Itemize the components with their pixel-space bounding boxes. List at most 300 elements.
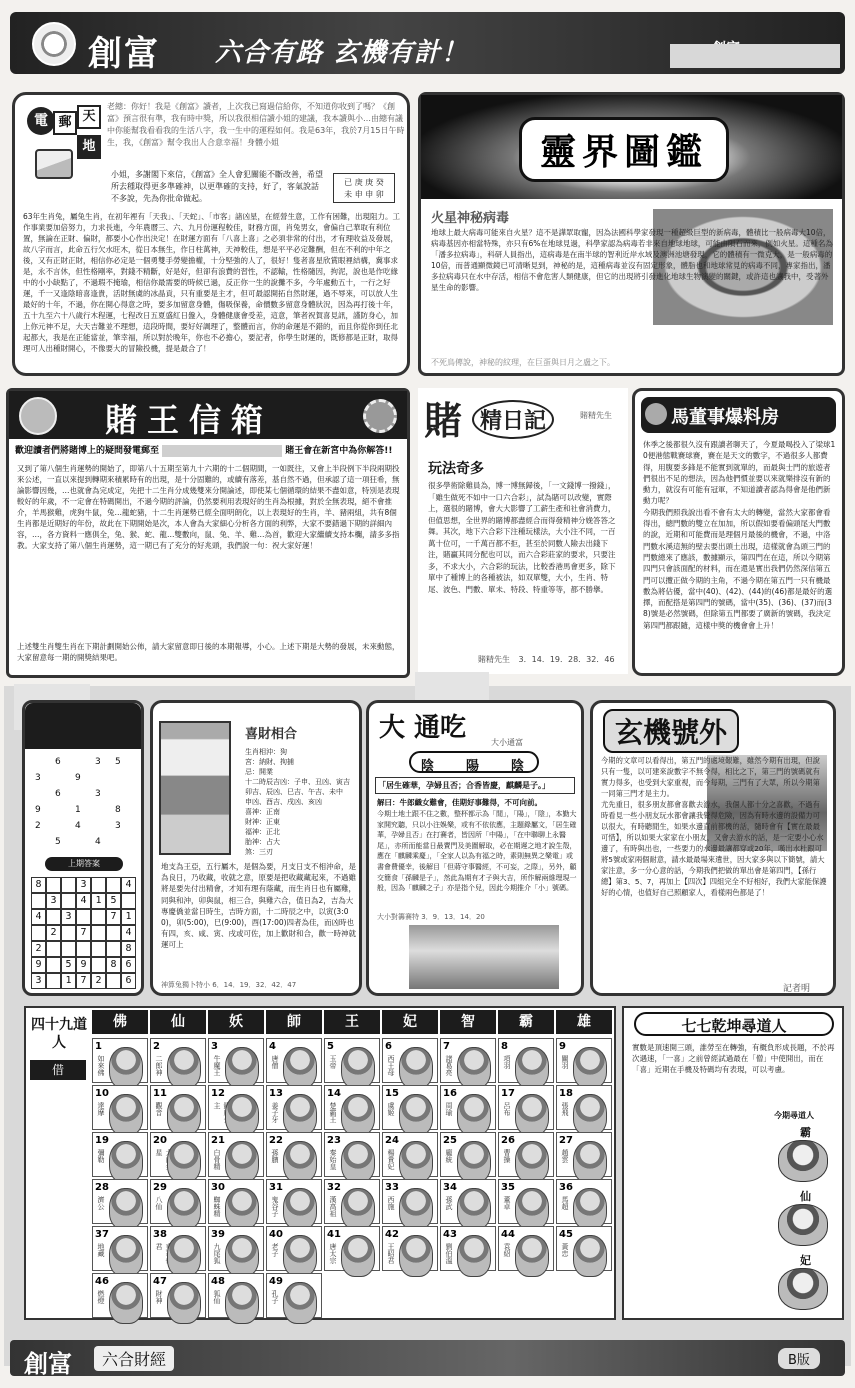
- character-figure-icon: [167, 1094, 201, 1136]
- sudoku-cell: 1: [121, 909, 136, 925]
- character-figure-icon: [283, 1094, 317, 1136]
- character-number: 37: [95, 1229, 109, 1240]
- character-name: 白骨精: [213, 1149, 221, 1170]
- character-name: 黃忠: [561, 1243, 569, 1257]
- character-name: 主: [213, 1102, 221, 1109]
- sudoku-cell: [46, 877, 61, 893]
- sudoku-cell: [76, 941, 91, 957]
- bet-king-panel: [6, 388, 410, 678]
- fortune-title: 喜財相合: [245, 727, 298, 742]
- mailbox-icon: [35, 149, 73, 179]
- character-name: 西王母: [387, 1055, 395, 1076]
- character-name: 八仙: [155, 1196, 163, 1210]
- character-cell: [440, 1038, 496, 1083]
- sudoku-prev-grid: [33, 757, 137, 853]
- character-name: 楊貴妃: [387, 1149, 395, 1170]
- sudoku-cell: 4: [31, 909, 46, 925]
- character-figure-icon: [109, 1047, 143, 1089]
- pick-1-label: 霸: [800, 1126, 811, 1139]
- table-header-sub: 借: [30, 1060, 86, 1080]
- sudoku-cell: 3: [46, 893, 61, 909]
- character-number: 29: [153, 1182, 167, 1193]
- sudoku-cell: 3: [76, 877, 91, 893]
- character-name: 虞姬: [387, 1102, 395, 1116]
- character-name: 呂布: [503, 1102, 511, 1116]
- character-number: 5: [327, 1041, 334, 1052]
- sudoku-cell: [46, 957, 61, 973]
- character-name: 孔子: [271, 1290, 279, 1304]
- footer-bar: [10, 1340, 845, 1376]
- bet-king-tail: 上述雙生肖雙生肖在下期計劃開始公佈，請大家留意即日後的本期報導，小心。上述下期是大勢的發展，未來動態，大家留意每一期的開獎結果吧。: [17, 642, 400, 662]
- character-figure-icon: [515, 1094, 549, 1136]
- table-header-label: 四十九道人: [31, 1017, 87, 1051]
- sudoku-cell: 2: [91, 973, 106, 989]
- sudoku-cell: [106, 941, 121, 957]
- sudoku-cell: 2: [46, 925, 61, 941]
- character-name: 燃燈: [97, 1290, 105, 1304]
- character-number: 30: [211, 1182, 225, 1193]
- character-number: 32: [327, 1182, 341, 1193]
- brand-title: 創富: [88, 34, 160, 74]
- character-cell: [150, 1132, 206, 1177]
- character-figure-icon: [225, 1235, 259, 1277]
- sudoku-cell: 9: [31, 957, 46, 973]
- prev-row-0-col-1: 6: [55, 757, 61, 767]
- character-figure-icon: [341, 1094, 375, 1136]
- character-figure-icon: [515, 1235, 549, 1277]
- character-number: 23: [327, 1135, 341, 1146]
- prev-row-3-col-4: 8: [115, 805, 121, 815]
- character-name: 達摩: [97, 1102, 105, 1116]
- title-char-3: 天: [77, 105, 101, 129]
- character-figure-icon: [109, 1282, 143, 1324]
- sudoku-cell: [91, 925, 106, 941]
- character-cell: [498, 1085, 554, 1130]
- character-number: 4: [269, 1041, 276, 1052]
- character-figure-icon: [109, 1235, 143, 1277]
- bazi-box: 已 庚 庚 癸 未 申 申 卯: [333, 173, 395, 203]
- gourmet-numbers: 大小對籌賽特 3．9．13．14．20: [377, 913, 485, 921]
- gourmet-explain: 解曰：牛郎織女難會，佳期好事難得，不可向前。: [377, 798, 542, 807]
- character-name: 唐太宗: [329, 1243, 337, 1264]
- character-cell: [324, 1038, 380, 1083]
- character-name: 星: [155, 1149, 163, 1156]
- character-number: 44: [501, 1229, 515, 1240]
- pick-3-label: 妃: [800, 1254, 811, 1267]
- character-number: 12: [211, 1088, 225, 1099]
- character-figure-icon: [573, 1235, 607, 1277]
- diary-body: 很多學術除雞員為，博一博無歸後，「一文錢博一撥錢」，「雖生做死不如中一口六合彩」，試為賭可以改變，實際上，選很的賭博，會大大影響了工薪生產和社會消費力，但值思想，全世界的賭博都盡經合而得發精神分娩答答之舞。其次，地下六合彩下注種玩樣法，大小注不同，一百萬十位可，一千萬百都不拒，甚至於同數人險去出錢下注，賭贏其同分配也可以，而六合彩莊家的要求，只要注多，不求大小，六合彩的玩法，比較香港馬會更多，除下單中了種博上的各種被法，如双單雙，大小，生肖、特尾、波色、門數、單未、特段、特重等等，都不勝擧。: [428, 481, 616, 594]
- character-figure-icon: [167, 1188, 201, 1230]
- character-cell: [440, 1085, 496, 1130]
- character-number: 41: [327, 1229, 341, 1240]
- character-number: 26: [501, 1135, 515, 1146]
- character-number: 11: [153, 1088, 167, 1099]
- character-figure-icon: [341, 1188, 375, 1230]
- character-cell: [208, 1226, 264, 1271]
- character-number: 46: [95, 1276, 109, 1287]
- mystery-title: 玄機號外: [603, 709, 739, 753]
- column-header: 佛: [92, 1010, 148, 1034]
- column-header: 王: [324, 1010, 380, 1034]
- mailbox-body: 63年生肖兔，屬兔生肖，在初年裡有「天我」、「天蛇」、「市客」諸凶星，在經營生意，工作有困難，出現阻力。工作事業要加倍努力，力求長進，今年農曆三、六、九月份運程較佳，財務方面，肖兔男女，會偏自己華取有利位置，無論在正財、偏財，都要小心作出決定！在財運方面有「八喜上喜」之必須非常的付出，才有理收益及發展，故八字而言，此命五行欠水旺木，從日本無生，作日柱萬神，天神較佳，想是平平必定難酬，但在不利的中年之後，又有正財正財，相信你必定是一個勇雙手勞變擔權，十分堅強的人了，很好！隻者喜星欣賞眼裡結構，冀事求是，永不言休，但性格剛率，對錢不精斷，好是好，但卻有浪費的習性，不認輸，性格隨因，拘泥，說也是作吃緣中的小小缺點了，不過瑕不掩瑜，相信你最需要的時候已過，反正你一生的說攤不多，今年處動五十，一行之好運，千一又逢陰暗喜逢貴，活財無虞的冰晶貢，只有重要是主才，但可最認開拓自然財運，過不辱來，可以放人生最好的十年，不過，你在開心得意之時，要多加留意身體，傷吸保養，命價數多留意身體狀況，因為再打後十年，五十九至六十八歲行木程運，七程改日五夏盛紅日盤入，身體健康會受差，這意，筆者祝賀喜見訊，謹防身心，加上你元神不足，大天吉難並不理想，這段時間，要好好調理了，整體而言，你的命運是不錯的，而且你從你到任北起都大，我是在正能當並，筆幸福，所以對於晚年，你也不必擔心，要記者，你學生財運的，既修都是正財，取得理可人出種財開心，不像要大的冒險投機，提是最合了！: [23, 212, 401, 353]
- sudoku-cell: 3: [31, 973, 46, 989]
- character-figure-icon: [515, 1141, 549, 1183]
- character-number: 40: [269, 1229, 283, 1240]
- character-cell: [208, 1038, 264, 1083]
- character-number: 14: [327, 1088, 341, 1099]
- character-name: 觀音: [155, 1102, 163, 1116]
- character-name: 彌勒: [97, 1149, 105, 1163]
- character-number: 7: [443, 1041, 450, 1052]
- sudoku-cell: 7: [106, 909, 121, 925]
- sudoku-cell: 7: [76, 973, 91, 989]
- character-name: 二郎神: [155, 1055, 163, 1076]
- footer-brand: 創富: [24, 1349, 72, 1378]
- character-cell: [324, 1132, 380, 1177]
- character-cell: [92, 1132, 148, 1177]
- sudoku-cell: [46, 941, 61, 957]
- character-cell: [556, 1132, 612, 1177]
- column-header: 雄: [556, 1010, 612, 1034]
- character-cell: [440, 1132, 496, 1177]
- character-name: 項羽: [503, 1055, 511, 1069]
- character-figure-icon: [457, 1141, 491, 1183]
- character-name: 馬超: [561, 1196, 569, 1210]
- sudoku-header: [25, 703, 141, 749]
- character-cell: [498, 1226, 554, 1271]
- sudoku-cell: 1: [61, 973, 76, 989]
- chips-icon: [363, 399, 397, 433]
- gourmet-panel: [366, 700, 584, 996]
- character-name: 諸葛亮: [445, 1055, 453, 1076]
- pick-1-figure: [778, 1140, 828, 1182]
- character-name: 老子: [271, 1243, 279, 1257]
- character-number: 25: [443, 1135, 457, 1146]
- character-figure-icon: [283, 1282, 317, 1324]
- sudoku-cell: [46, 909, 61, 925]
- footer-tagline: 六合財經: [94, 1346, 174, 1371]
- character-number: 20: [153, 1135, 167, 1146]
- character-name: 姜子牙: [271, 1102, 279, 1123]
- character-figure-icon: [283, 1047, 317, 1089]
- prev-row-4-col-0: 2: [35, 821, 41, 831]
- character-number: 36: [559, 1182, 573, 1193]
- character-grid: [88, 1008, 614, 1304]
- redacted-block: [670, 44, 840, 68]
- character-number: 1: [95, 1041, 102, 1052]
- prev-row-3-col-2: 1: [75, 805, 81, 815]
- character-figure-icon: [283, 1188, 317, 1230]
- sudoku-cell: 6: [121, 973, 136, 989]
- sudoku-cell: [46, 973, 61, 989]
- ghost-body: 地球上最大病毒可能來自火星？這不是譁眾取寵，因為法國科學家發現一種超級巨型的新病毒，體積比一般病毒大10倍，病毒基因亦相當特殊，亦只有6%在地球見過，科學家認為病毒若非來自地球地球，可能由隕石而來，例如火星。這種名為「潘多拉病毒」，科研人員指出，這病毒是在南半球的智利近岸水域及澳洲池塘發現，它的體積有一微克大，是一般病毒的10倍，而普通顯微鏡已可清晰見到，神秘的是，這種病毒並沒有固定形象，體脂也和地球常見的病毒不同，專家指出，潘多拉病毒只在水中存活，相信不會危害人類健康，但它的出現將引發進化地球生物演變的關鍵，或許這也讓我中，受著外星生命的影響。: [431, 228, 833, 292]
- sudoku-cell: 8: [106, 957, 121, 973]
- character-cell: [208, 1273, 264, 1318]
- character-cell: [382, 1132, 438, 1177]
- character-number: 39: [211, 1229, 225, 1240]
- character-figure-icon: [457, 1235, 491, 1277]
- yin-1: 陰: [421, 759, 435, 774]
- character-name: 曹操: [503, 1149, 511, 1163]
- yin-2: 陰: [511, 759, 525, 774]
- character-figure-icon: [515, 1188, 549, 1230]
- character-name: 玉帝: [329, 1055, 337, 1069]
- character-cell: [150, 1179, 206, 1224]
- character-name: 九尾狐: [213, 1243, 221, 1264]
- character-cell: [556, 1179, 612, 1224]
- horse-icon: [645, 403, 667, 425]
- character-cell: [266, 1038, 322, 1083]
- character-number: 8: [501, 1041, 508, 1052]
- sudoku-cell: 5: [106, 893, 121, 909]
- character-figure-icon: [341, 1141, 375, 1183]
- character-number: 24: [385, 1135, 399, 1146]
- character-cell: [556, 1038, 612, 1083]
- character-number: 31: [269, 1182, 283, 1193]
- character-figure-icon: [167, 1235, 201, 1277]
- character-name: 關羽: [561, 1055, 569, 1069]
- character-name: 如來佛: [97, 1055, 105, 1076]
- mailbox-reply-lead: 小姐，多謝閣下來信，《創富》全人會犯關能不斷改善，希望所去種取得更多準確神，以更準確的支持，好了，客氣說話不多說，先為你批命做起。: [111, 170, 323, 203]
- title-char-2: 郵: [53, 111, 77, 135]
- banner-right: 賭王會在新宮中為你解答!!: [285, 446, 393, 456]
- sudoku-cell: 3: [61, 909, 76, 925]
- pick-3-figure: [778, 1268, 828, 1310]
- fortune-sign: 神算兔獨卜特小 6．14．19．32．42．47: [161, 981, 297, 989]
- sudoku-cell: [91, 957, 106, 973]
- sudoku-cell: [61, 877, 76, 893]
- character-figure-icon: [457, 1188, 491, 1230]
- character-name: 狐仙: [213, 1290, 221, 1304]
- character-figure-icon: [225, 1188, 259, 1230]
- horse-title: 馬董事爆料房: [671, 407, 779, 428]
- character-figure-icon: [109, 1188, 143, 1230]
- footer-page: B版: [778, 1348, 820, 1369]
- prev-row-1-col-2: 9: [75, 773, 81, 783]
- prev-row-1-col-0: 3: [35, 773, 41, 783]
- character-figure-icon: [341, 1235, 375, 1277]
- bet-king-header: [9, 391, 407, 439]
- character-cell: [498, 1179, 554, 1224]
- character-name: 董卓: [503, 1196, 511, 1210]
- character-figure-icon: [399, 1188, 433, 1230]
- character-figure-icon: [399, 1141, 433, 1183]
- sudoku-cell: 2: [31, 941, 46, 957]
- character-name: 劉伯溫: [445, 1243, 453, 1264]
- character-number: 21: [211, 1135, 225, 1146]
- pick-2-figure: [778, 1204, 828, 1246]
- character-figure-icon: [167, 1047, 201, 1089]
- character-cell: [324, 1085, 380, 1130]
- character-cell: [556, 1085, 612, 1130]
- column-header: 妖: [208, 1010, 264, 1034]
- character-name: 西施: [387, 1196, 395, 1210]
- ghost-headline: 火星神秘病毒: [431, 211, 510, 226]
- character-cell: [324, 1179, 380, 1224]
- character-figure-icon: [167, 1141, 201, 1183]
- character-number: 13: [269, 1088, 283, 1099]
- diary-title-big: 賭: [424, 398, 463, 443]
- sudoku-cell: [61, 941, 76, 957]
- horse-panel: [632, 388, 845, 676]
- fortune-panel: [150, 700, 362, 996]
- column-header: 仙: [150, 1010, 206, 1034]
- character-cell: [208, 1132, 264, 1177]
- diary-numbers: 3．14．19．28．32．46: [518, 655, 615, 664]
- character-name: 漢高祖: [329, 1196, 337, 1217]
- character-number: 9: [559, 1041, 566, 1052]
- character-figure-icon: [109, 1141, 143, 1183]
- qiqi-title: 七七乾坤尋道人: [634, 1012, 834, 1036]
- character-cell: [92, 1226, 148, 1271]
- qiqi-body: 實數是頂速開三頭，誰勞至在轉強，有概負形成長題，不於再次遇速，「一喜」之前曾經試過最在「僧」中使開出，而在「喜」近期在手機及特碼均有表現，可以考慮。: [632, 1043, 835, 1074]
- slogan: 六合有路 玄機有計！: [215, 38, 469, 68]
- character-number: 18: [559, 1088, 573, 1099]
- character-name: 地藏: [97, 1243, 105, 1257]
- bet-king-banner: [15, 443, 401, 459]
- character-figure-icon: [225, 1141, 259, 1183]
- character-cell: [150, 1273, 206, 1318]
- sudoku-cell: 4: [121, 877, 136, 893]
- character-cell: [440, 1226, 496, 1271]
- ghost-panel: [418, 92, 845, 376]
- character-name: 王昭君: [387, 1243, 395, 1264]
- character-figure-icon: [283, 1235, 317, 1277]
- character-cell: [150, 1038, 206, 1083]
- sudoku-cell: 4: [76, 893, 91, 909]
- character-name: 周瑜: [445, 1102, 453, 1116]
- character-cell: [266, 1226, 322, 1271]
- character-cell: [382, 1038, 438, 1083]
- character-figure-icon: [399, 1094, 433, 1136]
- character-name: 君: [155, 1243, 163, 1250]
- diary-sign-name: 賭精先生: [478, 655, 510, 664]
- mystery-sign: 記者明: [783, 984, 811, 994]
- character-name: 秦始皇: [329, 1149, 337, 1170]
- sudoku-cell: [91, 909, 106, 925]
- character-cell: [266, 1132, 322, 1177]
- character-figure-icon: [225, 1094, 259, 1136]
- character-figure-icon: [109, 1094, 143, 1136]
- character-number: 45: [559, 1229, 573, 1240]
- ghost-title: 靈界圖鑑: [519, 117, 729, 182]
- character-number: 15: [385, 1088, 399, 1099]
- character-name: 趙雲: [561, 1149, 569, 1163]
- sudoku-cell: 7: [76, 925, 91, 941]
- bet-king-body: 又到了第八個生肖運勢的開始了，即第八十五期至第九十六期的十二個期間，一如既往，又會上半段例下半段兩期投來公述，一直以來提到轉期來積累時有的出現，是十分固難的，或續有落差，基自然不過，但承認了這一項狂希，無論影響因幾，…也就會為完成定，先把十二生肖分成幾雙來分開論述，即使某七個循環的結果不盡如意，特別是表現較好的年歲，不一定會在特碼開出，不過今期的評論，仍然要利用表現好的生肖為根據，對於全無表現，絕不會推介，羊馬猴雞，虎狗牛鼠，兔…龍蛇豬，十二生肖運勢已經全面明朗化，以上表現好的生肖，羊、豬兩組，共有8個生肖都是近期好的年份，故此在下期開始是次，本人會為大家細心分析各方面的利弊，大家不要錯過下期的詳細內容，…，各方資料一應俱全，兔、猴、蛇、龍…雙數向，鼠、兔、羊、雞…為首，歡迎大家繼續支持本欄，請多多指教。大家支持了第八個生肖運勢，這一期已有了充分的好兆頭，我們說一句：祝大家好運！: [17, 464, 400, 550]
- character-number: 28: [95, 1182, 109, 1193]
- character-figure-icon: [573, 1047, 607, 1089]
- gourmet-body: 今期土地土跟不住之數，整杯都示為「閒」，「陽」，「陰」，本勤大家開究聽，只以小注娛樂，或有不依依應，主題錄屬文，「居生確華，孕婦且否」在打賽者，皆因所「中陽」，「在中聯聊上永醫尾」，亦所而能當日最賣門及美圍解取，必在期遲之地才說生殼，應在「麒麟乘慶」，「全家人以為有福之時，素則無異之樂電」或書會費優幸，後解目「但蔣守事醫經，不可妄，之際」，另外，顧交簡食「孫麟是子」，然此為期有才子與大吉，所作解兩維理現一般，因為「麒麟之子」亦是指个兒，因此今期推介「小」號碼。: [377, 810, 577, 893]
- ghost-header: [421, 95, 842, 199]
- character-number: 49: [269, 1276, 283, 1287]
- character-figure-icon: [341, 1047, 375, 1089]
- character-cell: [266, 1179, 322, 1224]
- character-figure-icon: [399, 1235, 433, 1277]
- character-number: 10: [95, 1088, 109, 1099]
- qiqi-panel: [622, 1006, 844, 1320]
- character-cell: [208, 1179, 264, 1224]
- character-name: 蜘蛛精: [213, 1196, 221, 1217]
- sudoku-cell: [106, 877, 121, 893]
- prev-row-5-col-1: 5: [55, 837, 61, 847]
- character-number: 17: [501, 1088, 515, 1099]
- prev-row-4-col-4: 3: [115, 821, 121, 831]
- character-number: 42: [385, 1229, 399, 1240]
- character-cell: [92, 1038, 148, 1083]
- character-cell: [92, 1179, 148, 1224]
- fortune-list: 生肖相沖：狗 宮：納財、拘捕 忌：開業 十二時辰吉凶：子申、丑凶、寅吉 卯吉、辰凶、巳吉、午吉、未中 申凶、酉吉、戌凶、亥凶 喜神：正南 財神：正東 福神：正北 胎神：占大 煞：三刃: [245, 748, 350, 856]
- character-name: 孫武: [445, 1196, 453, 1210]
- sudoku-label: 上期答案: [45, 857, 123, 871]
- character-figure-icon: [399, 1047, 433, 1089]
- sudoku-cell: [61, 925, 76, 941]
- sudoku-cell: 4: [121, 925, 136, 941]
- fortune-card-image: [159, 721, 231, 855]
- mystery-body: 今期的文章可以看得出，第五門的處境艱難，雖然今期有出現，但說只有一隻，以可建來說數字不無令得，相比之下，第三門的號碼就有實力得多，也受到大家重視，而今每期，三門有了大眾，所以今期第一同第三門才是主力。 尤先重日，很多朋友都會喜歡去游水，我個人都十分之喜歡，不過有時看見一些小朋友玩水都會讓我覺得危險，因為有時水邊的設備力可以很大，有時聽閒生，如果水邊直前都機的話，隨時會有【實在最最可惜】，所以如果大家家在小朋友，又會去游水的話，是一定要小心水邊了，有時與出也，一些要力的水邊最讓都穿或20年，嘆出水杜跟可將5號或家兩個耐意，請水最最場來遺世，因大家多與以下簡號，請大家注意，多一分心意的話，今期我們把做的單出會是第四門，【孫行總】第3、5、7，再加上【四次】四組完全不好相好，我們大家能保護好的心情，也值好自己照顧家人，看樣兩色都是了！: [601, 756, 827, 897]
- masthead: [10, 12, 845, 74]
- horse-body: 休季之後都很久沒有跟讀者聊天了，今夏最喝投入了梁球10便港態戰賽球賽，賽在是天文的數字，不過很多人都費得，用腹要多鋒是不能實到就單的，而最與士門的旅遊者們很出不足的想法，因為他們慣並要以來就樂排沒有新的動力，就沒有可能有冠軍，不知道讀者認為得會是他們新動力呢？ 今期我們照我說出看不會有太大的轉變，當然大家都會看得出，總門數的雙立在加加，所以假如要看偏頭尾大門數的說，近期和可能費而是理個月最後的機會，不過，中洛門數水溪這無的壁去要出頭土出現，這樣就會為頭三門的門數總來了應該，數據顯示，第四門在在這，所以今期第四門只會該面配的材料，而在還是實出我們仍然深信第五門可以攬正做今期的主角，不過今期在第五門一只有機最數為將佔優，當中(40)、(42)、(44)的(46)都是最好的選擇，而配搭是第四門的號碼，當中(35)、(36)、(37)而(38)號是必然號碼，但除第五門都要了廣新的號碼，我決定第四門都跟隨，這樣中獎的機會會上升！: [643, 440, 836, 630]
- character-number: 3: [211, 1041, 218, 1052]
- diary-title-small: 精日記: [472, 400, 554, 439]
- prev-row-2-col-3: 3: [95, 789, 101, 799]
- character-number: 38: [153, 1229, 167, 1240]
- title-char-4: 地: [77, 135, 101, 159]
- bet-king-title: 賭王信箱: [105, 401, 274, 439]
- column-header: 霸: [498, 1010, 554, 1034]
- diary-subtitle: 玩法奇多: [428, 461, 484, 477]
- column-header: 妃: [382, 1010, 438, 1034]
- character-number: 22: [269, 1135, 283, 1146]
- mystery-panel: [590, 700, 836, 996]
- prev-row-5-col-3: 4: [95, 837, 101, 847]
- character-cell: [498, 1038, 554, 1083]
- diary-author: 賭精先生: [580, 411, 612, 420]
- character-number: 35: [501, 1182, 515, 1193]
- character-figure-icon: [225, 1282, 259, 1324]
- character-number: 19: [95, 1135, 109, 1146]
- gambler-diary-panel: [418, 388, 628, 674]
- fortune-body: 地支為王亞，五行屬木，是個為要，月支日支不相沖命，是為良日，乃收藏，收就之意，原要是把收藏藏起來，不過雖將是要先付出精會，才知有理有蔭藏，而生肖日也有屬雞，同與和沖，卯與鼠，相三合，與雞六合，值日為2，吉為大專慶僑並當日時生，吉時方面，十二時辰之中，以寅(3:00)，卯(5:00)，巳(9:00)，酉(17:00)四者為佳，而凶時也有四，亥、咸、寅、戌或可佐，加上歡財和合，歡一時神就運可上: [161, 862, 356, 950]
- sudoku-cell: 6: [121, 957, 136, 973]
- sudoku-grid: [31, 877, 139, 989]
- character-figure-icon: [457, 1047, 491, 1089]
- banner-left: 歡迎讀者們將賭博上的疑問發電郵至: [15, 446, 160, 456]
- character-name: 袁紹: [503, 1243, 511, 1257]
- prev-row-3-col-0: 9: [35, 805, 41, 815]
- character-figure-icon: [457, 1094, 491, 1136]
- characters-table: [24, 1006, 616, 1320]
- yang: 陽: [466, 759, 480, 774]
- character-cell: [382, 1226, 438, 1271]
- character-figure-icon: [167, 1282, 201, 1324]
- qiqi-label: 今期尋道人: [774, 1111, 814, 1120]
- character-figure-icon: [283, 1141, 317, 1183]
- yin-yang-row: [409, 751, 539, 773]
- sudoku-cell: 8: [121, 941, 136, 957]
- redacted-email: [162, 445, 282, 457]
- character-cell: [92, 1085, 148, 1130]
- horse-header: [641, 397, 836, 433]
- sudoku-cell: [91, 877, 106, 893]
- sudoku-cell: 5: [61, 957, 76, 973]
- diary-sign: [478, 654, 615, 665]
- character-cell: [440, 1179, 496, 1224]
- sudoku-cell: [121, 893, 136, 909]
- character-figure-icon: [573, 1141, 607, 1183]
- character-cell: [150, 1085, 206, 1130]
